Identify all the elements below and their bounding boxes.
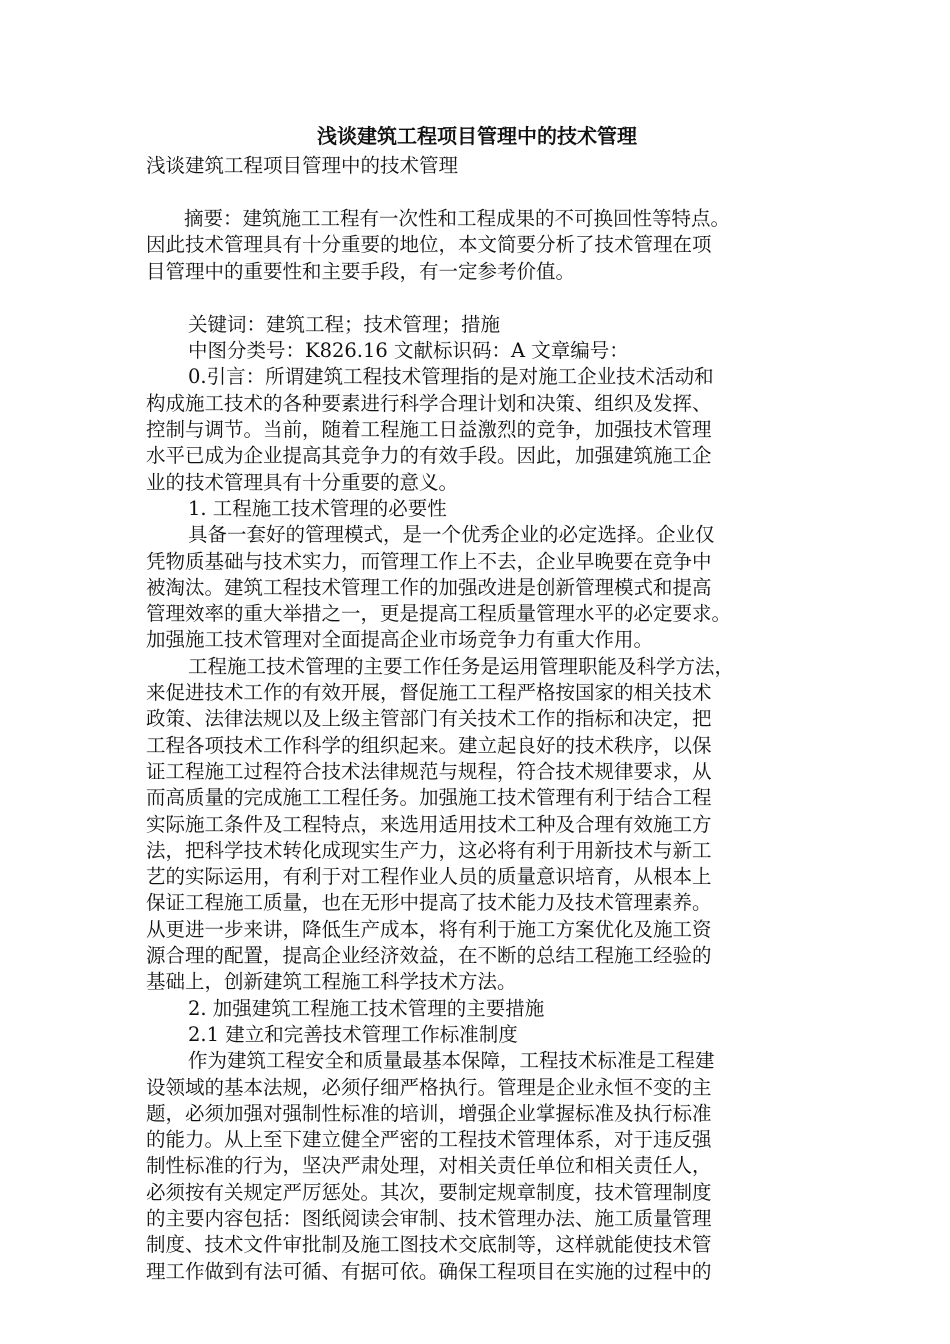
paragraph-2 — [146, 654, 808, 996]
keywords-line — [146, 312, 808, 365]
paragraph-line: 被淘汰。建筑工程技术管理工作的加强改进是创新管理模式和提高 — [146, 575, 712, 599]
paragraph-line: 设领域的基本法规，必须仔细严格执行。管理是企业永恒不变的主 — [146, 1075, 712, 1099]
paragraph-line: 证工程施工过程符合技术法律规范与规程，符合技术规律要求，从 — [146, 759, 712, 783]
abstract-paragraph — [146, 206, 808, 285]
paragraph-line: 工程施工技术管理的主要工作任务是运用管理职能及科学方法， — [188, 654, 735, 678]
paragraph-line: 具备一套好的管理模式，是一个优秀企业的必定选择。企业仅 — [188, 523, 715, 547]
paragraph-line: 从更进一步来讲，降低生产成本，将有利于施工方案优化及施工资 — [146, 917, 712, 941]
document-page — [146, 120, 808, 1285]
paragraph-1 — [146, 522, 808, 653]
paragraph-line: 政策、法律法规以及上级主管部门有关技术工作的指标和决定，把 — [146, 707, 712, 731]
paragraph-line: 而高质量的完成施工工程任务。加强施工技术管理有利于结合工程 — [146, 786, 712, 810]
document-subtitle: 浅谈建筑工程项目管理中的技术管理 — [146, 154, 459, 177]
paragraph-line: 管理效率的重大举措之一，更是提高工程质量管理水平的必定要求。 — [146, 602, 732, 626]
heading-text: 2. 加强建筑工程施工技术管理的主要措施 — [188, 996, 545, 1020]
intro-line: 0.引言：所谓建筑工程技术管理指的是对施工企业技术活动和 — [188, 365, 714, 389]
paragraph-line: 法，把科学技术转化成现实生产力，这必将有利于用新技术与新工 — [146, 838, 712, 862]
intro-line: 控制与调节。当前，随着工程施工日益激烈的竞争，加强技术管理 — [146, 418, 712, 442]
paragraph-line: 作为建筑工程安全和质量最基本保障，工程技术标准是工程建 — [188, 1049, 715, 1073]
paragraph-line: 工程各项技术工作科学的组织起来。建立起良好的技术秩序，以保 — [146, 733, 712, 757]
paragraph-line: 源合理的配置，提高企业经济效益，在不断的总结工程施工经验的 — [146, 944, 712, 968]
abstract-line: 因此技术管理具有十分重要的地位，本文简要分析了技术管理在项 — [146, 233, 712, 257]
subheading-text: 2.1 建立和完善技术管理工作标准制度 — [188, 1022, 518, 1046]
abstract-line: 目管理中的重要性和主要手段，有一定参考价值。 — [146, 259, 576, 283]
paragraph-line: 艺的实际运用，有利于对工程作业人员的质量意识培育，从根本上 — [146, 865, 712, 889]
paragraph-line: 保证工程施工质量，也在无形中提高了技术能力及技术管理素养。 — [146, 891, 712, 915]
document-title: 浅谈建筑工程项目管理中的技术管理 — [317, 124, 637, 148]
section-heading-2 — [146, 996, 808, 1049]
paragraph-line: 制性标准的行为，坚决严肃处理，对相关责任单位和相关责任人， — [146, 1154, 712, 1178]
paragraph-line: 理工作做到有法可循、有据可依。确保工程项目在实施的过程中的 — [146, 1259, 712, 1283]
paragraph-line: 必须按有关规定严厉惩处。其次，要制定规章制度，技术管理制度 — [146, 1180, 712, 1204]
section-heading-1 — [146, 496, 808, 522]
intro-paragraph — [146, 364, 808, 495]
paragraph-line: 来促进技术工作的有效开展，督促施工工程严格按国家的相关技术 — [146, 681, 712, 705]
paragraph-line: 基础上，创新建筑工程施工科学技术方法。 — [146, 970, 517, 994]
paragraph-3 — [146, 1048, 808, 1285]
intro-line: 水平已成为企业提高其竞争力的有效手段。因此，加强建筑施工企 — [146, 444, 712, 468]
abstract-line: 摘要：建筑施工工程有一次性和工程成果的不可换回性等特点。 — [184, 207, 731, 230]
keywords-text: 关键词：建筑工程；技术管理；措施 — [188, 312, 501, 336]
paragraph-line: 的主要内容包括：图纸阅读会审制、技术管理办法、施工质量管理 — [146, 1206, 712, 1230]
intro-line: 构成施工技术的各种要素进行科学合理计划和决策、组织及发挥、 — [146, 391, 712, 415]
intro-line: 业的技术管理具有十分重要的意义。 — [146, 470, 459, 494]
paragraph-line: 题，必须加强对强制性标准的培训，增强企业掌握标准及执行标准 — [146, 1101, 712, 1125]
paragraph-line: 实际施工条件及工程特点，来选用适用技术工种及合理有效施工方 — [146, 812, 712, 836]
paragraph-line: 凭物质基础与技术实力，而管理工作上不去，企业早晚要在竞争中 — [146, 549, 712, 573]
paragraph-line: 的能力。从上至下建立健全严密的工程技术管理体系，对于违反强 — [146, 1128, 712, 1152]
paragraph-line: 加强施工技术管理对全面提高企业市场竞争力有重大作用。 — [146, 628, 654, 652]
classification-text: 中图分类号：K826.16 文献标识码：A 文章编号： — [188, 339, 629, 363]
paragraph-line: 制度、技术文件审批制及施工图技术交底制等，这样就能使技术管 — [146, 1233, 712, 1257]
heading-text: 1. 工程施工技术管理的必要性 — [188, 496, 447, 520]
